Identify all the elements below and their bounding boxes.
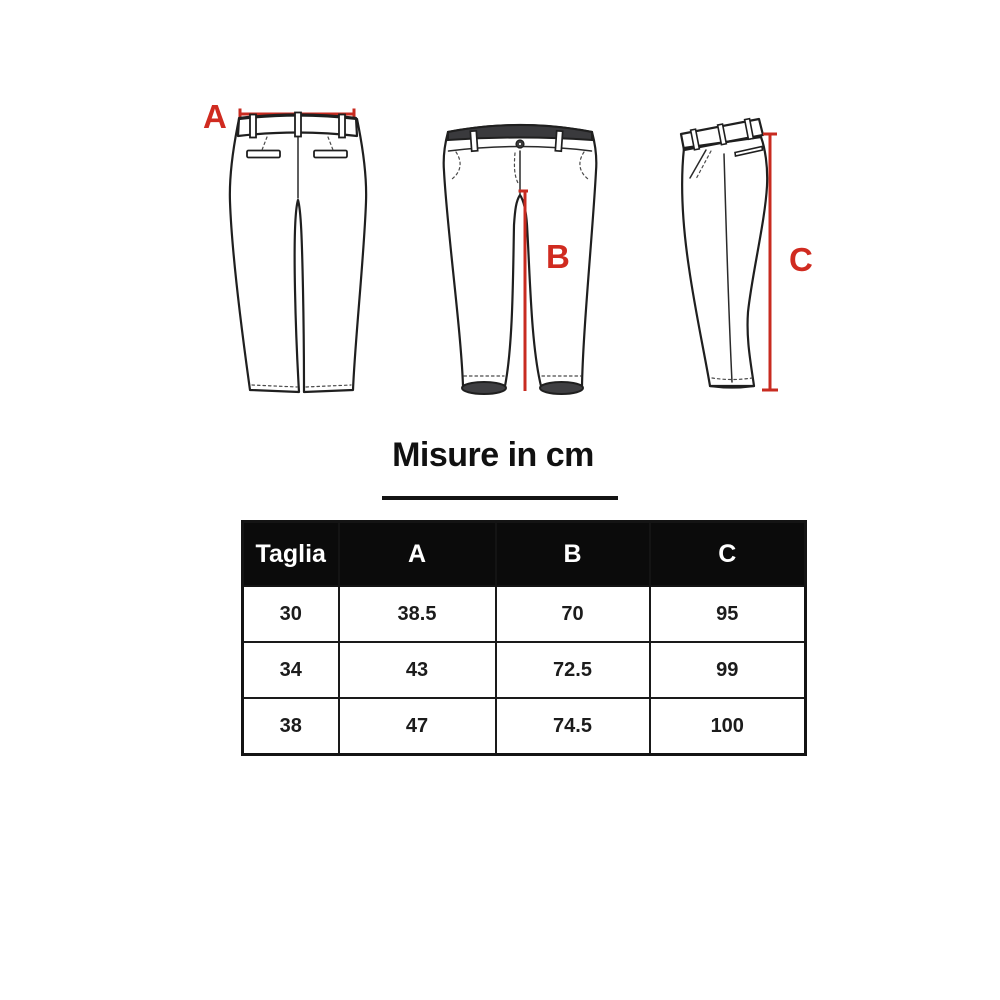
cell-value-a: 38.5 — [339, 586, 496, 642]
cell-size: 38 — [243, 698, 339, 755]
pants-front-view-drawing — [435, 105, 605, 405]
page-title: Misure in cm — [392, 436, 594, 474]
table-row-size-30 — [243, 586, 806, 642]
measure-label-b: B — [546, 238, 570, 275]
cell-value-a: 47 — [339, 698, 496, 755]
cell-size: 34 — [243, 642, 339, 698]
cell-value-c: 100 — [650, 698, 806, 755]
cell-value-a: 43 — [339, 642, 496, 698]
measure-label-a: A — [203, 98, 227, 135]
cell-value-b: 70 — [496, 586, 650, 642]
title-underline — [382, 496, 618, 500]
cell-value-b: 72.5 — [496, 642, 650, 698]
pants-back-view-drawing — [150, 90, 390, 410]
table-row-size-38 — [243, 698, 806, 755]
header-cell-c: C — [650, 522, 806, 587]
measure-label-c: C — [789, 241, 813, 278]
size-table — [241, 520, 807, 756]
waist-button — [516, 140, 524, 148]
table-row-size-34 — [243, 642, 806, 698]
cell-value-b: 74.5 — [496, 698, 650, 755]
cell-size: 30 — [243, 586, 339, 642]
header-cell-a: A — [339, 522, 496, 587]
cell-value-c: 99 — [650, 642, 806, 698]
header-cell-b: B — [496, 522, 650, 587]
size-table-header-row — [243, 522, 806, 587]
back-pockets — [247, 151, 347, 158]
header-cell-taglia: Taglia — [243, 522, 339, 587]
cell-value-c: 95 — [650, 586, 806, 642]
hem-openings — [462, 382, 583, 394]
measure-line-c — [762, 134, 778, 390]
back-pocket — [735, 147, 763, 157]
